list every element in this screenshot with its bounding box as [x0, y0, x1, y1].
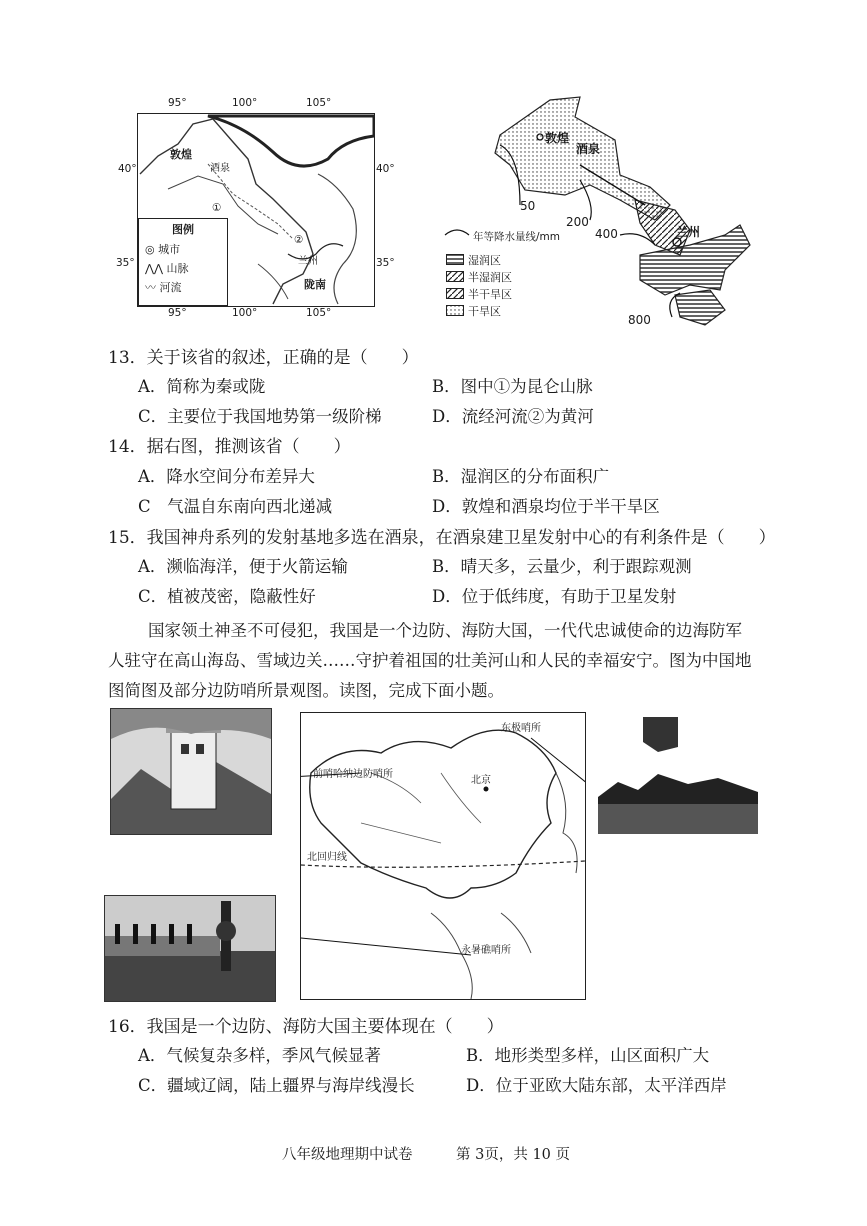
- rmap-lanzhou: 兰州: [676, 225, 701, 239]
- q13-option-b: B．图中①为昆仑山脉: [432, 377, 593, 396]
- legend-mountain: [145, 260, 227, 276]
- lat-label-left-35: 35°: [116, 257, 135, 269]
- post-south-label: 永暑礁哨所: [461, 945, 511, 956]
- q14-option-c: C 气温自东南向西北递减: [138, 497, 333, 516]
- q16-option-c: C．疆域辽阔，陆上疆界与海岸线漫长: [138, 1076, 415, 1095]
- lon-label-top-100: 100°: [232, 97, 258, 109]
- river-icon: 〰: [145, 281, 160, 294]
- mark-2: ②: [294, 234, 304, 246]
- q16-option-d: D．位于亚欧大陆东部，太平洋西岸: [466, 1076, 727, 1095]
- lon-label-top-95: 95°: [168, 97, 187, 109]
- place-lanzhou: 兰州: [298, 256, 318, 267]
- legend-semiarid: [446, 285, 512, 302]
- legend-semihumid: [446, 268, 512, 285]
- photo-reef-post: [104, 895, 276, 1002]
- legend-semiarid-label: 半干旱区: [468, 287, 512, 301]
- city-icon: ◎: [145, 243, 159, 256]
- beijing-label: 北京: [471, 775, 491, 786]
- lat-label-right-40: 40°: [376, 163, 395, 175]
- isoline-50: 50: [520, 199, 536, 213]
- lon-label-top-105: 105°: [306, 97, 332, 109]
- mountain-icon: ⋀⋀: [145, 262, 167, 275]
- legend-title: 图例: [172, 223, 194, 236]
- passage-line-3: 图简图及部分边防哨所景观图。读图，完成下面小题。: [108, 681, 504, 700]
- q14-stem: 14．据右图，推测该省（ ）: [108, 437, 351, 457]
- map-legend: [138, 218, 228, 306]
- legend-river: [145, 279, 227, 295]
- legend-mountain-label: 山脉: [166, 262, 189, 275]
- legend-city-label: 城市: [158, 243, 181, 256]
- mark-1: ①: [212, 202, 222, 214]
- q13-option-a: A．简称为秦或陇: [138, 377, 266, 396]
- q15-option-b: B．晴天多，云量少，利于跟踪观测: [432, 557, 692, 576]
- photo-east-post: [598, 712, 758, 834]
- legend-arid-label: 干旱区: [468, 304, 501, 318]
- place-longnan: 陇南: [304, 278, 326, 291]
- passage-line-2: 人驻守在高山海岛、雪域边关……守护着祖国的壮美河山和人民的幸福安宁。图为中国地: [108, 651, 752, 670]
- q15-option-c: C．植被茂密，隐蔽性好: [138, 587, 316, 606]
- q15-option-a: A．濒临海洋，便于火箭运输: [138, 557, 348, 576]
- mountain-post-image: [111, 709, 271, 834]
- tropic-label: 北回归线: [307, 852, 347, 863]
- post-west-label: 前哨哈纳边防哨所: [313, 769, 393, 780]
- lon-label-bottom-105: 105°: [306, 307, 332, 319]
- reef-post-image: [105, 896, 275, 1001]
- rmap-dunhuang: 敦煌: [545, 131, 570, 145]
- lat-label-right-35: 35°: [376, 257, 395, 269]
- place-jiuquan: 酒泉: [210, 163, 230, 174]
- q14-option-a: A．降水空间分布差异大: [138, 467, 315, 486]
- lat-label-left-40: 40°: [118, 163, 137, 175]
- east-post-image: [598, 712, 758, 834]
- legend-humid-label: 湿润区: [468, 253, 501, 267]
- q13-stem: 13．关于该省的叙述，正确的是（ ）: [108, 348, 419, 368]
- legend-semihumid-label: 半湿润区: [468, 270, 512, 284]
- precip-line-label: 年等降水量线/mm: [473, 231, 560, 243]
- semiarid-swatch: [446, 288, 464, 299]
- province-map-left: [116, 95, 395, 320]
- q13-option-d: D．流经河流②为黄河: [432, 407, 594, 426]
- legend-river-label: 河流: [159, 281, 182, 294]
- china-map: [300, 712, 586, 1000]
- q16-option-b: B．地形类型多样，山区面积广大: [466, 1046, 710, 1065]
- isoline-200: 200: [566, 215, 589, 229]
- q15-stem: 15．我国神舟系列的发射基地多选在酒泉，在酒泉建卫星发射中心的有利条件是（ ）: [108, 528, 776, 548]
- rmap-jiuquan: 酒泉: [576, 142, 601, 156]
- q14-option-b: B．湿润区的分布面积广: [432, 467, 610, 486]
- q14-option-d: D．敦煌和酒泉均位于半干旱区: [432, 497, 660, 516]
- legend-arid: [446, 302, 512, 319]
- passage-line-1: 国家领土神圣不可侵犯，我国是一个边防、海防大国，一代代忠诚使命的边海防军: [148, 621, 742, 640]
- isoline-400: 400: [595, 227, 618, 241]
- footer-title: 八年级地理期中试卷: [282, 1147, 413, 1163]
- legend-humid: [446, 251, 512, 268]
- lon-label-bottom-100: 100°: [232, 307, 258, 319]
- semihumid-swatch: [446, 271, 464, 282]
- q16-stem: 16．我国是一个边防、海防大国主要体现在（ ）: [108, 1017, 504, 1037]
- q16-option-a: A．气候复杂多样，季风气候显著: [138, 1046, 381, 1065]
- legend-city: [145, 241, 227, 257]
- photo-mountain-post: [110, 708, 272, 835]
- humid-swatch: [446, 254, 464, 265]
- lon-label-bottom-95: 95°: [168, 307, 187, 319]
- footer-page: 第 3页，共 10 页: [456, 1147, 571, 1163]
- precipitation-map-right: [440, 95, 770, 335]
- q15-option-d: D．位于低纬度，有助于卫星发射: [432, 587, 677, 606]
- isoline-800: 800: [628, 313, 651, 327]
- map-frame: [137, 113, 375, 307]
- arid-swatch: [446, 305, 464, 316]
- post-east-label: 东极哨所: [501, 723, 541, 734]
- q13-option-c: C．主要位于我国地势第一级阶梯: [138, 407, 382, 426]
- place-dunhuang: 敦煌: [170, 148, 192, 161]
- precip-legend: [446, 251, 512, 319]
